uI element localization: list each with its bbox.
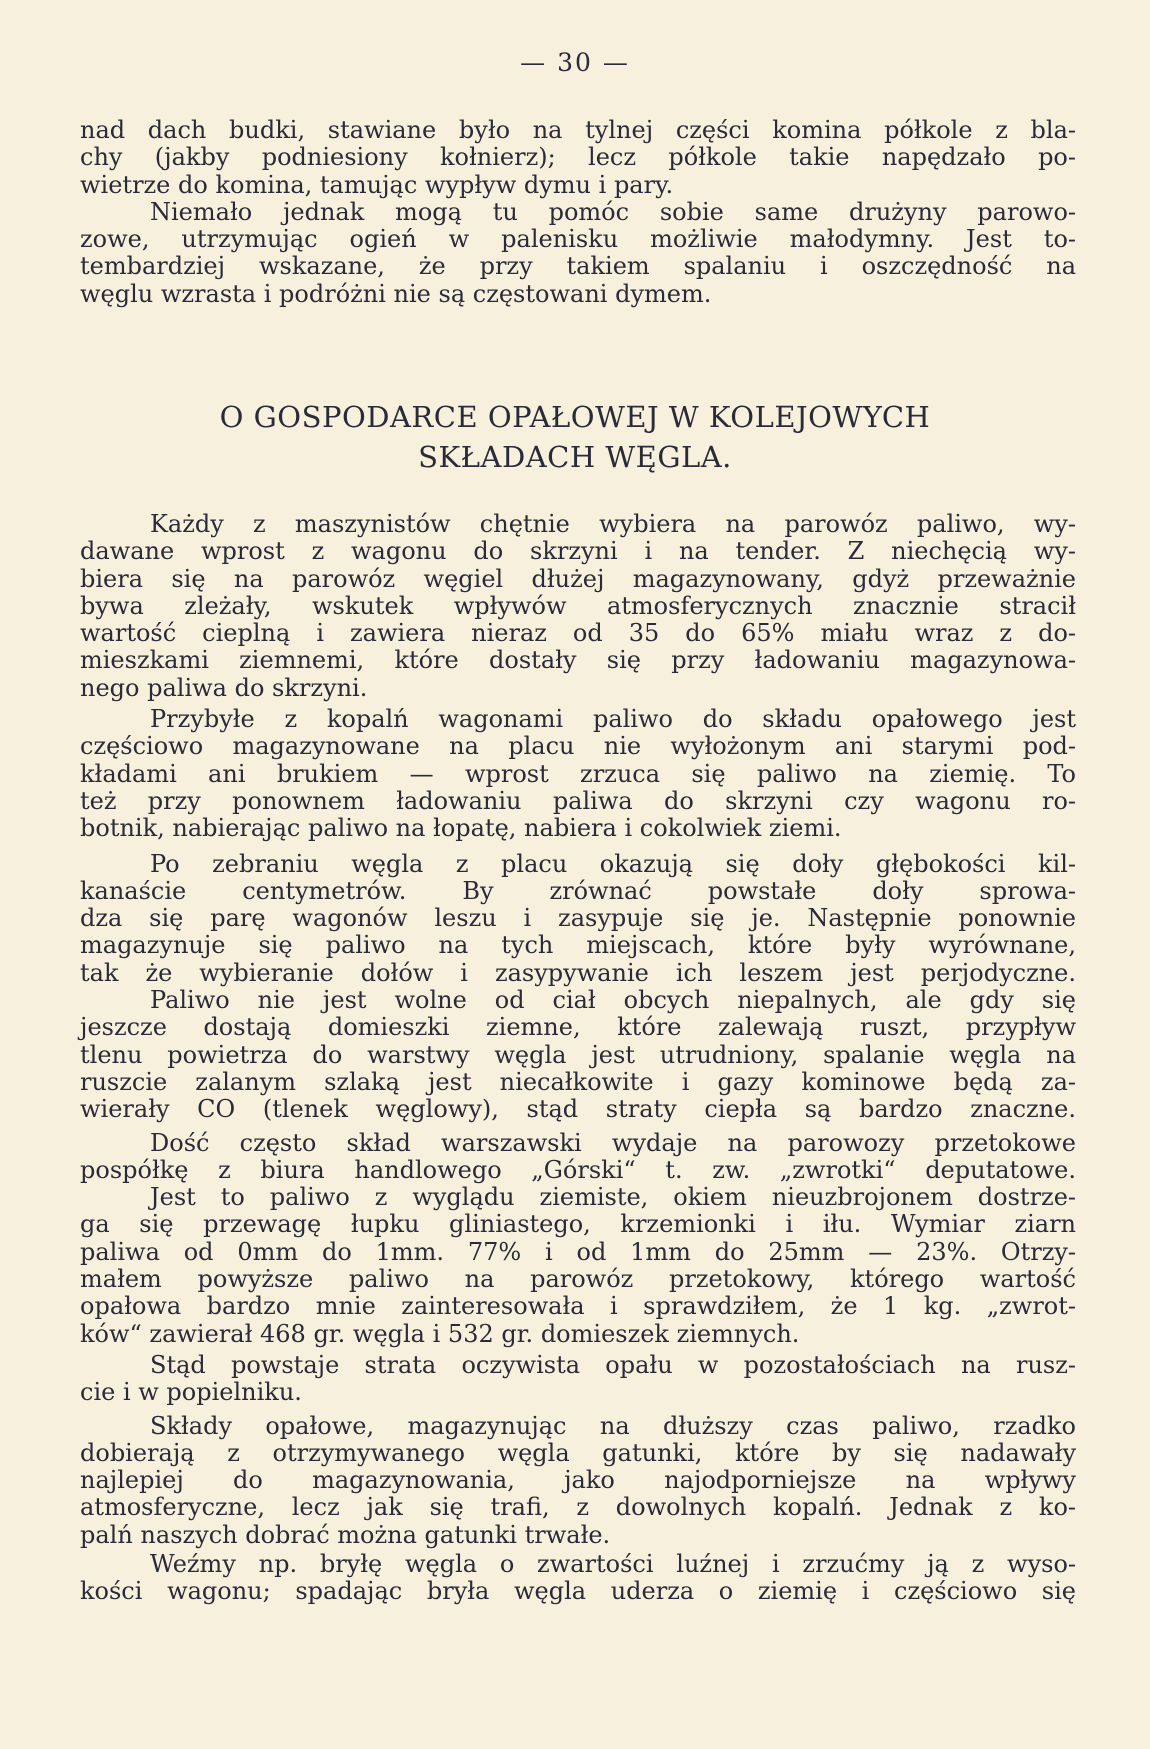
- text-line: mieszkami ziemnemi, które dostały się przy ładowaniu magazynowa-: [80, 646, 1076, 675]
- text-line: biera się na parowóz węgiel dłużej magazynowany, gdyż przeważnie: [80, 564, 1076, 593]
- text-line: paliwa od 0mm do 1mm. 77% i od 1mm do 25mm — 23%. Otrzy-: [80, 1237, 1076, 1266]
- text-line: Stąd powstaje strata oczywista opału w pozostałościach na rusz-: [150, 1350, 1076, 1379]
- text-line: kanaście centymetrów. By zrównać powstałe doły sprowa-: [80, 876, 1076, 905]
- text-line: atmosferyczne, lecz jak się trafi, z dowolnych kopalń. Jednak z ko-: [80, 1493, 1076, 1522]
- text-line: kości wagonu; spadając bryła węgla uderza o ziemię i częściowo się: [80, 1577, 1076, 1606]
- text-line: ków“ zawierał 468 gr. węgla i 532 gr. domieszek ziemnych.: [80, 1319, 800, 1348]
- text-line: palń naszych dobrać można gatunki trwałe.: [80, 1520, 611, 1549]
- text-line: pospółkę z biura handlowego „Górski“ t. zw. „zwrotki“ deputatowe.: [80, 1155, 1076, 1184]
- text-line: też przy ponownem ładowaniu paliwa do skrzyni czy wagonu ro-: [80, 786, 1076, 815]
- text-line: dobierają z otrzymywanego węgla gatunki, które by się nadawały: [80, 1438, 1076, 1467]
- page-number: — 30 —: [520, 48, 630, 77]
- text-line: dza się parę wagonów leszu i zasypuje się je. Następnie ponownie: [80, 904, 1076, 933]
- text-line: najlepiej do magazynowania, jako najodporniejsze na wpływy: [80, 1466, 1076, 1495]
- text-line: jeszcze dostają domieszki ziemne, które zalewają ruszt, przypływ: [80, 1013, 1076, 1042]
- text-line: wierały CO (tlenek węglowy), stąd straty ciepła są bardzo znaczne.: [80, 1095, 1076, 1124]
- text-line: tembardziej wskazane, że przy takiem spalaniu i oszczędność na: [80, 252, 1076, 281]
- text-line: Weźmy np. bryłę węgla o zwartości luźnej i zrzućmy ją z wyso-: [150, 1549, 1076, 1578]
- text-line: Niemało jednak mogą tu pomóc sobie same drużyny parowo-: [150, 197, 1076, 226]
- text-line: Każdy z maszynistów chętnie wybiera na parowóz paliwo, wy-: [150, 510, 1076, 538]
- text-line: ruszcie zalanym szlaką jest niecałkowite i gazy kominowe będą za-: [80, 1067, 1076, 1096]
- text-line: chy (jakby podniesiony kołnierz); lecz półkole takie napędzało po-: [80, 143, 1076, 172]
- text-line: Po zebraniu węgla z placu okazują się doły głębokości kil-: [150, 849, 1076, 878]
- intro-text-block: [80, 117, 1076, 308]
- text-line: Jest to paliwo z wyglądu ziemiste, okiem nieuzbrojonem dostrze-: [150, 1183, 1076, 1212]
- text-line: cie i w popielniku.: [80, 1378, 302, 1407]
- text-line: botnik, nabierając paliwo na łopatę, nabiera i cokolwiek ziemi.: [80, 814, 842, 843]
- text-line: nad dach budki, stawiane było na tylnej części komina półkole z bla-: [80, 116, 1076, 144]
- text-line: tak że wybieranie dołów i zasypywanie ich leszem jest perjodyczne.: [80, 958, 1076, 987]
- text-line: kładami ani brukiem — wprost zrzuca się paliwo na ziemię. To: [80, 759, 1076, 788]
- text-line: Dość często skład warszawski wydaje na parowozy przetokowe: [150, 1128, 1076, 1157]
- text-line: nego paliwa do skrzyni.: [80, 673, 368, 702]
- text-line: ga się przewagę łupku gliniastego, krzemionki i iłu. Wymiar ziarn: [80, 1210, 1076, 1239]
- text-line: wartość cieplną i zawiera nieraz od 35 do 65% miału wraz z do-: [80, 619, 1076, 648]
- text-line: Przybyłe z kopalń wagonami paliwo do składu opałowego jest: [150, 705, 1076, 734]
- text-line: tlenu powietrza do warstwy węgla jest utrudniony, spalanie węgla na: [80, 1040, 1076, 1069]
- text-line: małem powyższe paliwo na parowóz przetokowy, którego wartość: [80, 1265, 1076, 1294]
- text-line: opałowa bardzo mnie zainteresowała i sprawdziłem, że 1 kg. „zwrot-: [80, 1292, 1076, 1321]
- text-line: Składy opałowe, magazynując na dłuższy czas paliwo, rzadko: [150, 1411, 1076, 1440]
- text-line: częściowo magazynowane na placu nie wyłożonym ani starymi pod-: [80, 732, 1076, 761]
- text-line: Paliwo nie jest wolne od ciał obcych niepalnych, ale gdy się: [150, 986, 1076, 1015]
- text-line: zowe, utrzymując ogień w palenisku możliwie małodymny. Jest to-: [80, 225, 1076, 254]
- text-line: magazynuje się paliwo na tych miejscach, które były wyrównane,: [80, 931, 1076, 960]
- text-line: węglu wzrasta i podróżni nie są częstowani dymem.: [80, 279, 712, 308]
- section-heading-line-1: O GOSPODARCE OPAŁOWEJ W KOLEJOWYCH: [219, 400, 931, 434]
- section-heading-line-2: SKŁADACH WĘGLA.: [418, 440, 732, 474]
- body-text-block: [80, 511, 1076, 1606]
- text-line: bywa zleżały, wskutek wpływów atmosferycznych znacznie stracił: [80, 591, 1076, 620]
- text-line: wietrze do komina, tamując wypływ dymu i pary.: [80, 170, 674, 199]
- text-line: dawane wprost z wagonu do skrzyni i na tender. Z niechęcią wy-: [80, 537, 1076, 566]
